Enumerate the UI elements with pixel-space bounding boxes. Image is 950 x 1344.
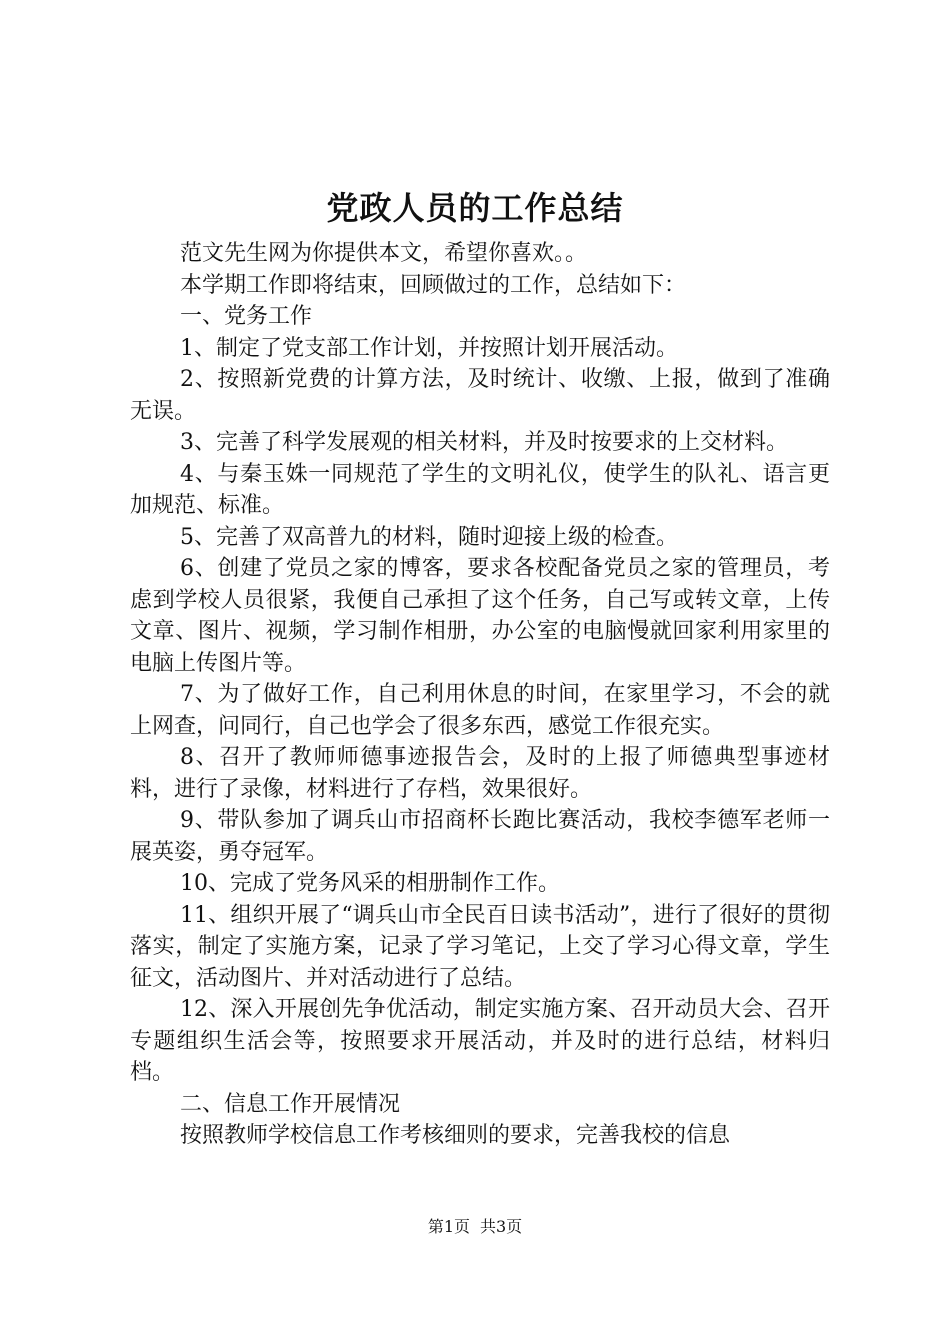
list-item: 5、完善了双高普九的材料，随时迎接上级的检查。 (180, 524, 678, 550)
list-item: 8、召开了教师师德事迹报告会，及时的上报了师德典型事迹材料，进行了录像，材料进行了存档，效果很好。 (130, 745, 830, 802)
list-item: 2、按照新党费的计算方法，及时统计、收缴、上报，做到了准确无误。 (130, 367, 830, 424)
page-number: 第1页 (427, 1217, 470, 1236)
list-item: 4、与秦玉姝一同规范了学生的文明礼仪，使学生的队礼、语言更加规范、标准。 (130, 461, 830, 518)
list-item: 1、制定了党支部工作计划，并按照计划开展活动。 (180, 335, 678, 361)
section-heading: 一、党务工作 (180, 304, 313, 329)
list-item: 6、创建了党员之家的博客，要求各校配备党员之家的管理员，考虑到学校人员很紧，我便自己承担了这个任务，自己写或转文章，上传文章、图片、视频，学习制作相册，办公室的电脑慢就回家利用家里的电脑上传图片等。 (130, 556, 830, 676)
document-body (130, 238, 830, 1152)
paragraph: 按照教师学校信息工作考核细则的要求，完善我校的信息 (180, 1123, 731, 1148)
list-item: 12、深入开展创先争优活动，制定实施方案、召开动员大会、召开专题组织生活会等，按照要求开展活动，并及时的进行总结，材料归档。 (130, 997, 830, 1085)
page-footer (0, 1216, 950, 1238)
list-item: 10、完成了党务风采的相册制作工作。 (180, 871, 560, 896)
list-item: 7、为了做好工作，自己利用休息的时间，在家里学习，不会的就上网查，问同行，自己也学会了很多东西，感觉工作很充实。 (130, 682, 830, 739)
list-item: 9、带队参加了调兵山市招商杯长跑比赛活动，我校李德军老师一展英姿，勇夺冠军。 (130, 808, 830, 865)
section-heading: 二、信息工作开展情况 (180, 1091, 401, 1117)
paragraph: 本学期工作即将结束，回顾做过的工作，总结如下： (180, 272, 687, 298)
document-title: 党政人员的工作总结 (326, 189, 624, 227)
list-item: 3、完善了科学发展观的相关材料，并及时按要求的上交材料。 (180, 430, 788, 455)
paragraph: 范文先生网为你提供本文，希望你喜欢。。 (180, 241, 588, 266)
page-total: 共3页 (480, 1217, 523, 1236)
list-item: 11、组织开展了“调兵山市全民百日读书活动”，进行了很好的贯彻落实，制定了实施方案，记录了学习笔记，上交了学习心得文章，学生征文，活动图片、并对活动进行了总结。 (130, 902, 830, 991)
